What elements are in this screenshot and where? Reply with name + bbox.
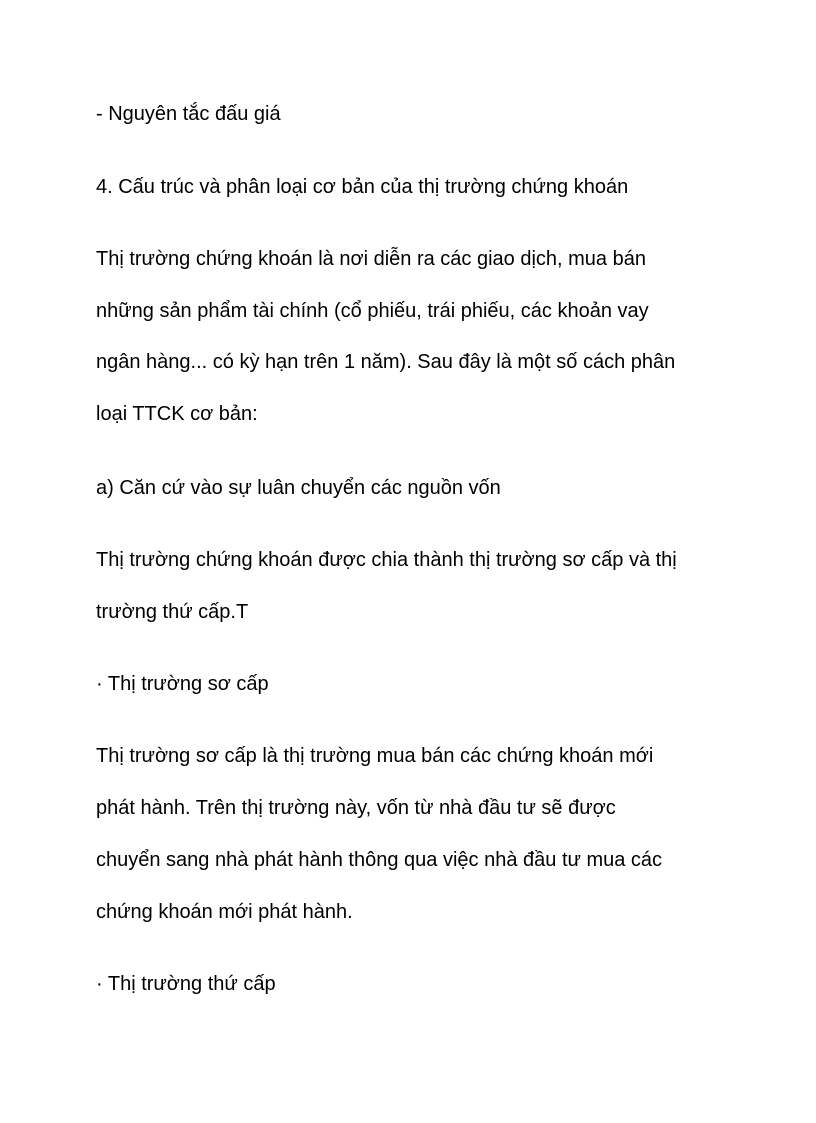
paragraph-line: phát hành. Trên thị trường này, vốn từ nhà đầu tư sẽ được: [96, 797, 616, 819]
paragraph-line: những sản phẩm tài chính (cổ phiếu, trái phiếu, các khoản vay: [96, 300, 649, 322]
paragraph-line: Thị trường sơ cấp là thị trường mua bán các chứng khoán mới: [96, 745, 654, 767]
section-heading-structure: 4. Cấu trúc và phân loại cơ bản của thị trường chứng khoán: [96, 176, 629, 198]
bullet-auction-principle: - Nguyên tắc đấu giá: [96, 103, 281, 125]
paragraph-line: chứng khoán mới phát hành.: [96, 901, 353, 923]
paragraph-line: loại TTCK cơ bản:: [96, 403, 258, 425]
paragraph-line: trường thứ cấp.T: [96, 601, 249, 623]
paragraph-line: chuyển sang nhà phát hành thông qua việc nhà đầu tư mua các: [96, 849, 663, 871]
bullet-primary-market: · Thị trường sơ cấp: [96, 673, 269, 695]
paragraph-line: Thị trường chứng khoán được chia thành thị trường sơ cấp và thị: [96, 549, 677, 571]
bullet-secondary-market: · Thị trường thứ cấp: [96, 973, 276, 995]
paragraph-line: ngân hàng... có kỳ hạn trên 1 năm). Sau đây là một số cách phân: [96, 351, 676, 373]
paragraph-line: Thị trường chứng khoán là nơi diễn ra các giao dịch, mua bán: [96, 248, 646, 270]
subheading-capital-circulation: a) Căn cứ vào sự luân chuyển các nguồn vốn: [96, 477, 501, 499]
